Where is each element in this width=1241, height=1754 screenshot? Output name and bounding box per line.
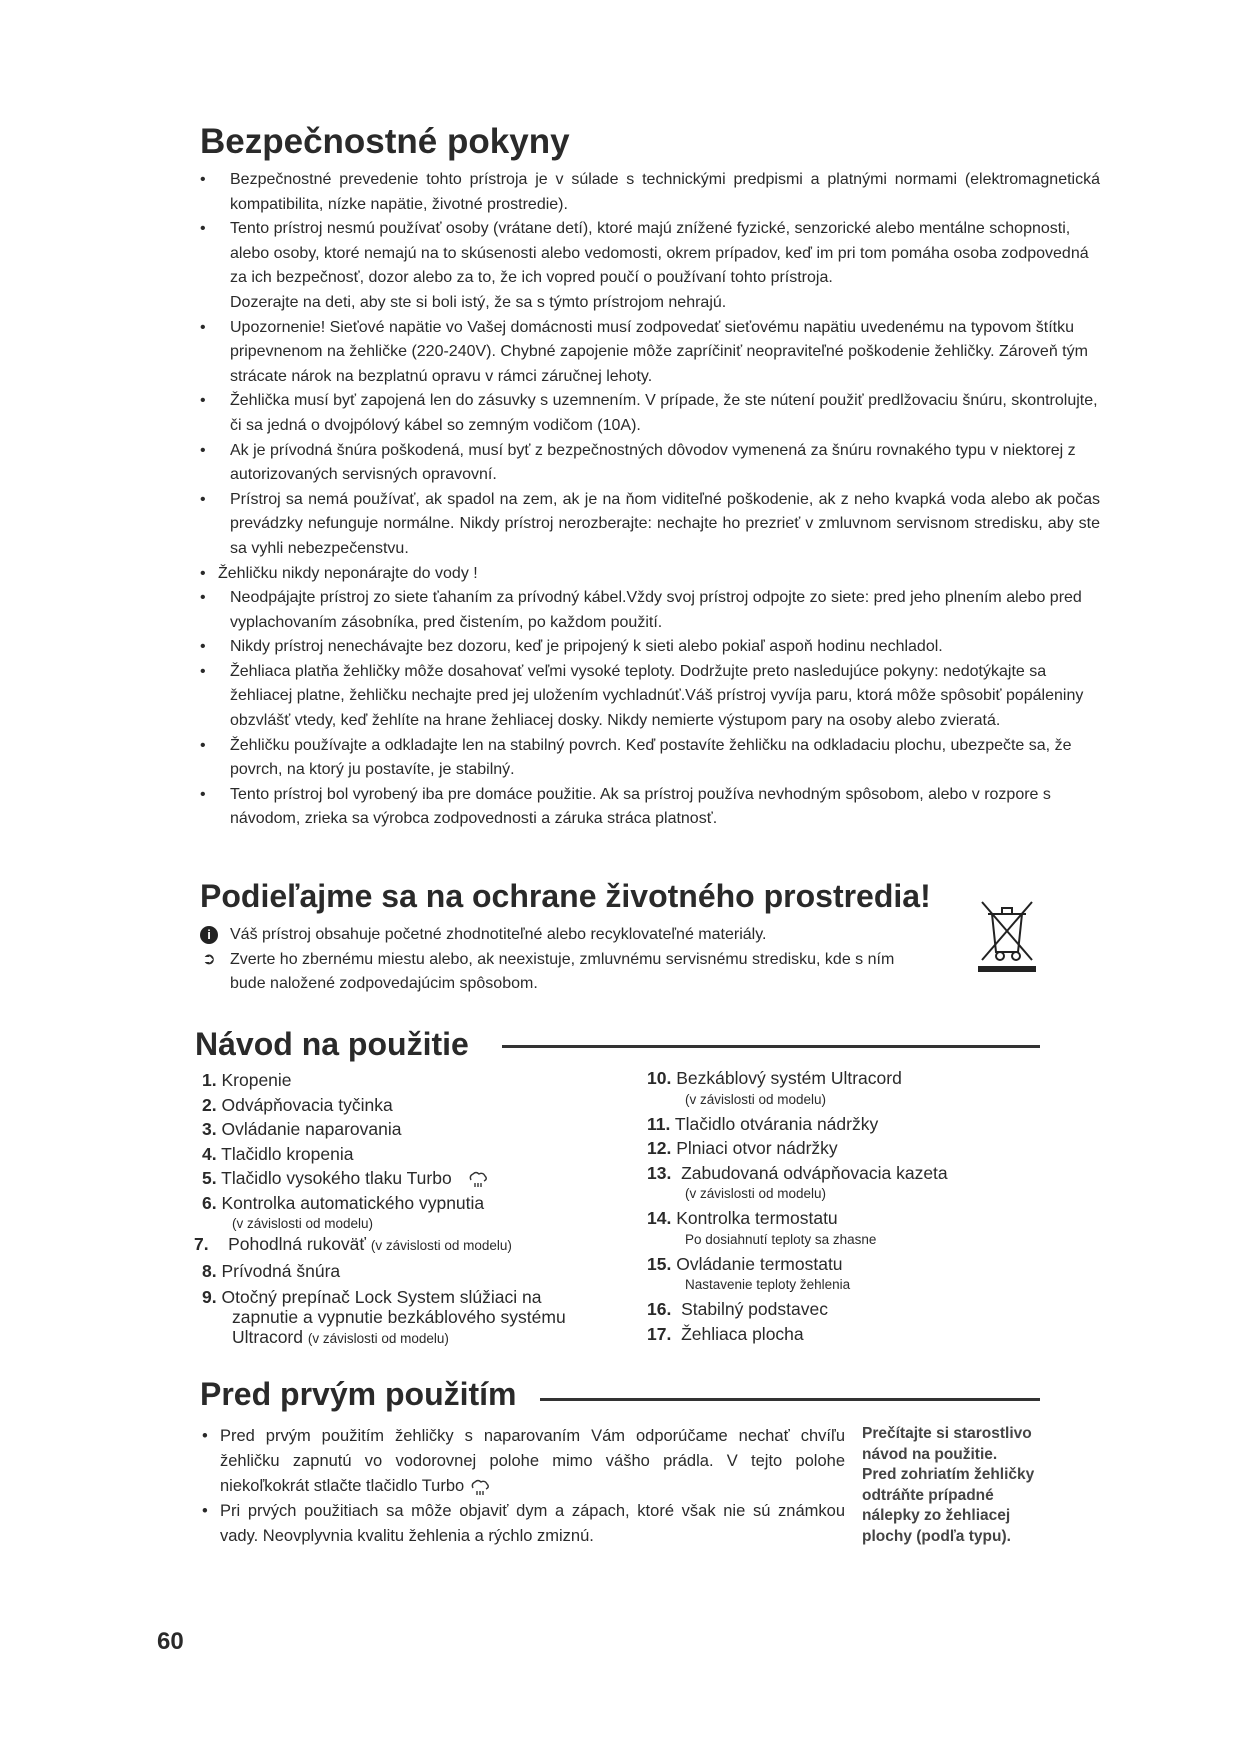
list-item [647,1322,948,1347]
list-item: • Bezpečnostné prevedenie tohto prístroja je v súlade s technickými predpismi a platnými normami (elektromagnetická kompatibilita, nízke napätie, životné prostredie). [200,168,1100,217]
list-item: • Tento prístroj nesmú používať osoby (vrátane detí), ktoré majú znížené fyzické, senzorické alebo mentálne schopnosti, alebo osoby, ktoré nemajú na to skúsenosti alebo vedomosti, okrem prípadov, keď im pri tom pomáha osoba zodpovedná za ich bezpečnosť, dozor alebo za to, že ich vopred poučí o používaní tohto prístroja. [200,217,1100,291]
item-note: (v závislosti od modelu) [685,1186,827,1201]
steam-burst-icon [467,1170,489,1188]
item-text-line2: zapnutie a vypnutie bezkáblového systému [232,1307,566,1327]
list-item [202,1259,566,1284]
item-text: Ovládanie naparovania [221,1119,402,1139]
list-item [202,1117,566,1142]
item-text: Plniaci otvor nádržky [676,1138,838,1158]
item-number: 12. [647,1138,672,1158]
list-item: • Nikdy prístroj nenechávajte bez dozoru, keď je pripojený k sieti alebo pokiaľ aspoň hodinu nechladol. [200,635,1100,660]
list-item [647,1136,948,1161]
item-text: Ovládanie termostatu [676,1253,843,1274]
item-number: 2. [202,1094,217,1115]
item-number: 5. [202,1168,217,1188]
list-item: • Tento prístroj bol vyrobený iba pre domáce použitie. Ak sa prístroj používa nevhodným spôsobom, alebo v rozpore s návodom, zrieka sa výrobca zodpovednosti a záruka stráca platnosť. [200,783,1100,832]
item-number: 11. [647,1113,671,1134]
item-number: 17. [647,1323,672,1344]
parts-list-right [647,1066,948,1346]
side-note-remove-stickers: Pred zohriatím žehličky odtráňte prípadné nálepky zo žehliacej plochy (podľa typu). [862,1466,1035,1545]
info-icon: i [200,926,218,944]
item-text: Pred prvým použitím žehličky s naparovaním Vám odporúčame nechať chvíľu žehličku zapnutú vo vodorovnej polohe mimo vášho prádla. V tejto polohe niekoľkokrát stlačte tlačidlo Turbo [220,1427,845,1495]
item-text: Tlačidlo kropenia [221,1143,354,1164]
arrow-icon: ➲ [202,951,216,968]
item-number: 7. [194,1234,209,1254]
item-text: Kontrolka automatického vypnutia [221,1192,485,1213]
item-note: (v závislosti od modelu) [232,1216,374,1231]
environment-text-1: Váš prístroj obsahuje početné zhodnotiteľné alebo recyklovateľné materiály. [230,926,767,943]
list-item: • Žehličku nikdy neponárajte do vody ! [200,562,1100,587]
item-number: 1. [202,1070,217,1090]
item-text: Tlačidlo vysokého tlaku Turbo [221,1168,452,1188]
side-note-read-manual: Prečítajte si starostlivo návod na použitie. [862,1425,1032,1463]
item-text: Otočný prepínač Lock System slúžiaci na [221,1287,542,1307]
list-item [647,1206,948,1248]
list-item: Dozerajte na deti, aby ste si boli istý, že sa s týmto prístrojom nehrajú. [230,293,727,311]
list-item [647,1112,948,1137]
first-use-title: Pred prvým použitím [200,1376,517,1412]
section-divider [502,1045,1040,1048]
item-number: 15. [647,1253,672,1274]
list-item [202,1287,566,1349]
list-item [202,1166,566,1191]
list-item [647,1297,948,1322]
list-item: • Upozornenie! Sieťové napätie vo Vašej domácnosti musí zodpovedať sieťovému napätiu uvedenému na typovom štítku pripevnenom na žehličke (220-240V). Chybné zapojenie môže zapríčiniť neopraviteľné poškodenie žehličky. Zároveň tým strácate nárok na bezplatnú opravu v rámci záručnej lehoty. [200,316,1100,390]
page-number: 60 [157,1628,184,1655]
list-item: • Ak je prívodná šnúra poškodená, musí byť z bezpečnostných dôvodov vymenená za šnúru rovnakého typu v niektorej z autorizovaných servisných opravovní. [200,439,1100,488]
item-text: Pohodlná rukoväť [228,1234,366,1254]
list-item: • Žehliaca platňa žehličky môže dosahovať veľmi vysoké teploty. Dodržujte preto nasledujúce pokyny: nedotýkajte sa žehliacej platne, žehličku nechajte pred jej uložením vychladnúť.Váš prístroj vyvíja paru, ktorá môže spôsobiť popáleniny obzvlášť vtedy, keď žehlíte na hrane žehliacej dosky. Nikdy nemierte výstupom pary na osoby alebo zvieratá. [200,660,1100,734]
list-item: • Žehličku používajte a odkladajte len na stabilný povrch. Keď postavíte žehličku na odkladaciu plochu, ubezpečte sa, že povrch, na ktorý ju postavíte, je stabilný. [200,734,1100,783]
list-item [202,1093,566,1118]
list-item: • Pri prvých použitiach sa môže objaviť dym a zápach, ktoré však nie sú známkou vady. Neovplyvnia kvalitu žehlenia a rýchlo zmiznú. [200,1499,845,1549]
safety-title: Bezpečnostné pokyny [200,122,570,161]
item-text: Prívodná šnúra [221,1260,341,1281]
item-number: 10. [647,1068,672,1088]
list-item [202,1142,566,1167]
safety-list [200,168,1100,832]
parts-list-left [194,1068,566,1349]
list-item [647,1252,948,1294]
list-item: • Žehlička musí byť zapojená len do zásuvky s uzemnením. V prípade, že ste nútení použiť predlžovaciu šnúru, skontrolujte, či sa jedná o dvojpólový kábel so zemným vodičom (10A). [200,389,1100,438]
item-text-line3: Ultracord [232,1327,303,1347]
environment-line-1 [200,923,766,947]
usage-title: Návod na použitie [195,1026,469,1062]
weee-bin-icon [978,896,1036,972]
item-number: 14. [647,1208,672,1228]
item-number: 8. [202,1260,217,1281]
item-number: 9. [202,1287,217,1307]
item-text: Kontrolka termostatu [676,1208,838,1228]
list-item [202,1068,566,1093]
environment-line-2 [200,948,894,972]
item-number: 13. [647,1162,672,1183]
environment-text-2b: bude naložené zodpovedajúcim spôsobom. [230,975,538,992]
steam-burst-icon [469,1478,491,1496]
environment-text-2a: Zverte ho zbernému miestu alebo, ak neexistuje, zmluvnému servisnému stredisku, kde s ním [230,951,895,968]
item-number: 6. [202,1192,217,1213]
item-text: Bezkáblový systém Ultracord [676,1068,902,1088]
item-note: (v závislosti od modelu) [685,1091,827,1107]
item-note: (v závislosti od modelu) [307,1331,449,1346]
list-item [200,1424,845,1499]
item-text: Kropenie [221,1070,292,1090]
list-item [647,1161,948,1203]
item-text: Stabilný podstavec [681,1299,828,1319]
list-item [202,1191,566,1233]
item-note: Nastavenie teploty žehlenia [685,1277,851,1292]
list-item [194,1232,566,1259]
list-item: • Prístroj sa nemá používať, ak spadol na zem, ak je na ňom viditeľné poškodenie, ak z neho kvapká voda alebo ak počas prevádzky nefunguje normálne. Nikdy prístroj nerozberajte: nechajte ho prezrieť v zmluvnom servisnom stredisku, aby ste sa vyhli nebezpečenstvu. [200,488,1100,562]
item-note: (v závislosti od modelu) [370,1238,512,1253]
item-number: 3. [202,1119,217,1139]
item-text: Odvápňovacia tyčinka [221,1094,393,1115]
item-text: Tlačidlo otvárania nádržky [674,1113,879,1134]
item-note: Po dosiahnutí teploty sa zhasne [685,1231,877,1247]
item-text: Žehliaca plocha [681,1323,804,1344]
environment-title: Podieľajme sa na ochrane životného prostredia! [200,878,931,914]
list-item [647,1066,948,1108]
list-item: • Neodpájajte prístroj zo siete ťahaním za prívodný kábel.Vždy svoj prístroj odpojte zo siete: pred jeho plnením alebo pred vyplachovaním zásobníka, pred čistením, po každom použití. [200,586,1100,635]
side-note [862,1424,1042,1547]
item-number: 16. [647,1299,672,1319]
item-number: 4. [202,1143,217,1164]
first-use-list [200,1424,845,1549]
section-divider [540,1398,1040,1401]
item-text: Zabudovaná odvápňovacia kazeta [681,1162,948,1183]
